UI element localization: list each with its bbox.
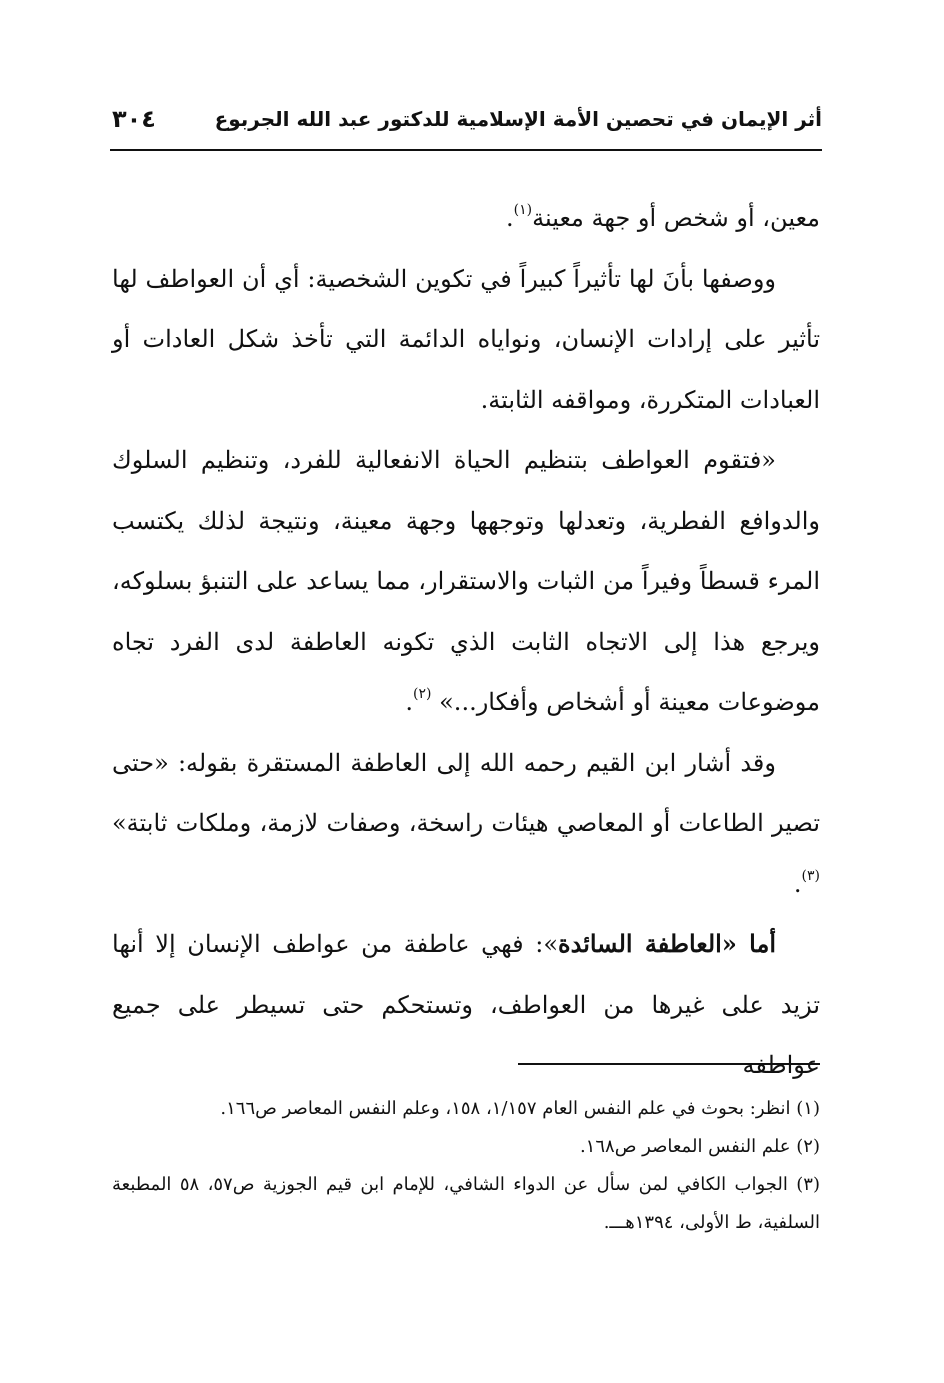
- footnote-ref-3: (٣): [801, 867, 820, 884]
- paragraph-1-end: .: [505, 204, 514, 232]
- paragraph-1-text: معين، أو شخص أو جهة معينة: [532, 204, 820, 232]
- paragraph-4-end: .: [793, 869, 802, 898]
- footnote-2: (٢) علم النفس المعاصر ص١٦٨.: [579, 1136, 820, 1157]
- paragraph-5-text: »: فهي عاطفة من عواطف الإنسان إلا أنها تزيد على غيرها من العواطف، وتستحكم حتى تسيطر على جميع عواطفه: [112, 930, 820, 1079]
- quote-text: «فتقوم العواطف بتنظيم الحياة الانفعالية للفرد، وتنظيم السلوك والدوافع الفطرية، وتعدلها وتوجهها وجهة معينة، ونتيجة لذلك يكتسب المرء قسطاً وفيراً من الثبات والاستقرار، مما يساعد على التنبؤ بسلوكه، ويرجع هذا إلى الاتجاه الثابت الذي تكونه العاطفة لدى الفرد تجاه موضوعات معينة أو أشخاص وأفكار...»: [112, 446, 820, 716]
- footnotes: [112, 1090, 820, 1242]
- running-header: [110, 103, 822, 151]
- paragraph-4: [112, 733, 820, 915]
- paragraph-3: [112, 430, 820, 733]
- footnote-1: (١) انظر: بحوث في علم النفس العام ١/١٥٧، ١٥٨، وعلم النفس المعاصر ص١٦٦.: [220, 1098, 820, 1119]
- paragraph-5-lead: أما «: [721, 929, 776, 958]
- footnote-ref-2: (٢): [413, 686, 432, 702]
- dominant-emotion-term: العاطفة السائدة: [558, 929, 722, 958]
- paragraph-5: [112, 914, 820, 1096]
- page-number: ٣٠٤: [112, 105, 156, 133]
- paragraph-2: ووصفها بأنَ لها تأثيراً كبيراً في تكوين الشخصية: أي أن العواطف لها تأثير على إرادات الإنسان، ونواياه الدائمة التي تأخذ شكل العادات أو العبادات المتكررة، ومواقفه الثابتة.: [112, 264, 820, 414]
- book-title: أثر الإيمان في تحصين الأمة الإسلامية للدكتور عبد الله الجربوع: [214, 107, 822, 131]
- footnote-ref-1: (١): [513, 202, 533, 218]
- paragraph-3-end: .: [405, 688, 414, 716]
- footnote-separator: [518, 1063, 820, 1065]
- paragraph-4-text: وقد أشار ابن القيم رحمه الله إلى العاطفة المستقرة بقوله: «حتى تصير الطاعات أو المعاصي هيئات راسخة، وصفات لازمة، وملكات ثابتة»: [112, 748, 820, 837]
- paragraph-1: [112, 188, 820, 249]
- main-text: [112, 188, 820, 1096]
- footnote-3: (٣) الجواب الكافي لمن سأل عن الدواء الشافي، للإمام ابن قيم الجوزية ص٥٧، ٥٨ المطبعة السلفية، ط الأولى، ١٣٩٤هـــ.: [112, 1174, 820, 1233]
